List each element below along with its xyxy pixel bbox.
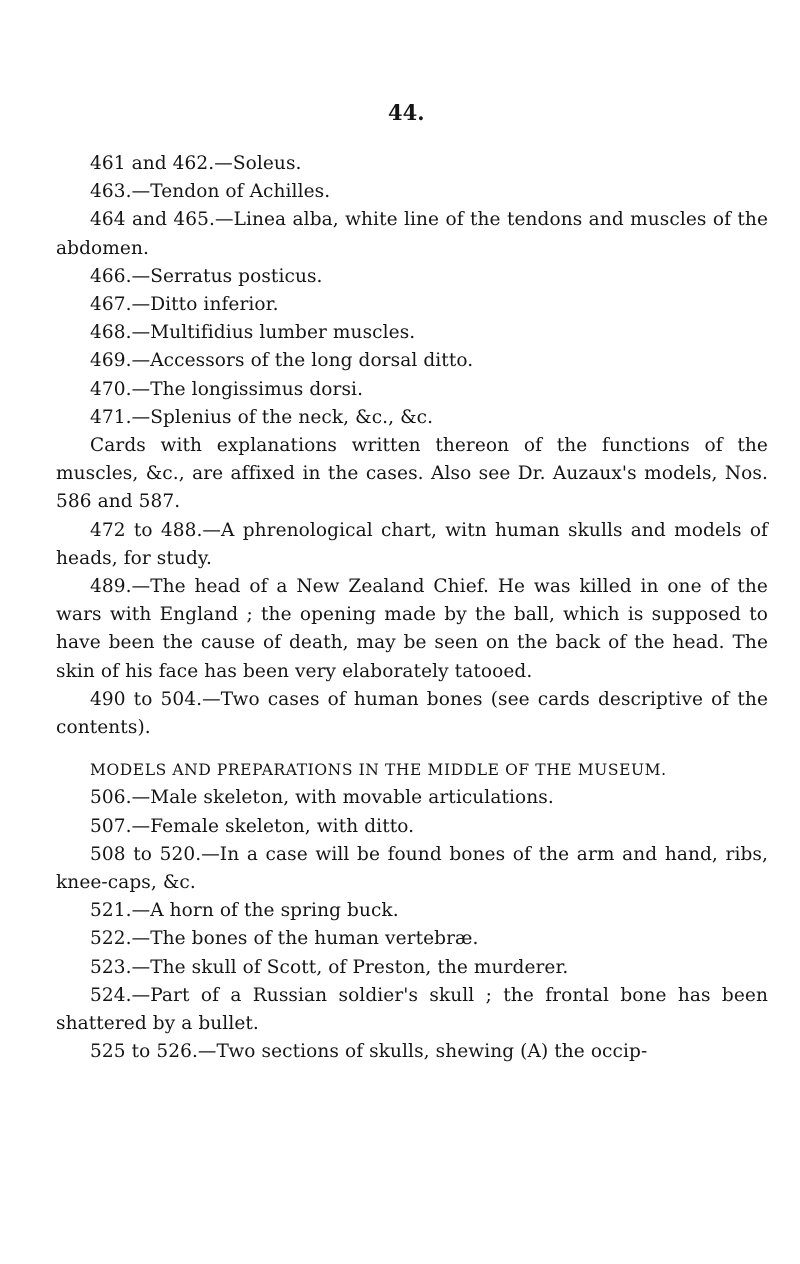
section-heading: MODELS AND PREPARATIONS IN THE MIDDLE OF THE MUSEUM. [90, 761, 667, 780]
catalogue-entry-461: 461 and 462.—Soleus. [90, 153, 302, 174]
catalogue-entry-507: 507.—Female skeleton, with ditto. [90, 815, 415, 837]
catalogue-entry-464: 464 and 465.—Linea alba, white line of the tendons and muscles of the abdomen. [56, 209, 768, 259]
catalogue-entry-467: 467.—Ditto inferior. [90, 294, 279, 316]
catalogue-entry-521: 521.—A horn of the spring buck. [90, 900, 399, 922]
catalogue-entry-469: 469.—Accessors of the long dorsal ditto. [90, 350, 474, 372]
page-number: 44. [388, 100, 425, 125]
catalogue-entry-463: 463.—Tendon of Achilles. [90, 181, 331, 203]
catalogue-entry-522: 522.—The bones of the human vertebræ. [90, 928, 479, 950]
catalogue-entry-466: 466.—Serratus posticus. [90, 265, 323, 287]
catalogue-entry-489: 489.—The head of a New Zealand Chief. He was killed in one of the wars with England ; the opening made by the ball, which is supposed to have been the cause of death, may be seen on the back of the head. The skin of his face has been very elaborately tatooed. [56, 576, 768, 682]
catalogue-entry-470: 470.—The longissimus dorsi. [90, 378, 364, 400]
catalogue-entry-524: 524.—Part of a Russian soldier's skull ; the frontal bone has been shattered by a bullet. [56, 984, 768, 1035]
catalogue-entry-525: 525 to 526.—Two sections of skulls, shewing (A) the occip- [90, 1041, 648, 1063]
catalogue-entry-508: 508 to 520.—In a case will be found bones of the arm and hand, ribs, knee-caps, &c. [56, 843, 768, 894]
catalogue-entry-471: 471.—Splenius of the neck, &c., &c. [90, 406, 434, 428]
catalogue-entry-468: 468.—Multifidius lumber muscles. [90, 322, 416, 344]
catalogue-entry-523: 523.—The skull of Scott, of Preston, the murderer. [90, 956, 569, 978]
catalogue-entry-506: 506.—Male skeleton, with movable articulations. [90, 787, 554, 809]
catalogue-entry-472: 472 to 488.—A phrenological chart, witn human skulls and models of heads, for study. [56, 519, 768, 569]
cards-note: Cards with explanations written thereon of the functions of the muscles, &c., are affixed in the cases. Also see Dr. Auzaux's models, Nos. 586 and 587. [56, 435, 768, 513]
catalogue-text [56, 150, 768, 1067]
catalogue-entry-490: 490 to 504.—Two cases of human bones (see cards descriptive of the contents). [56, 688, 768, 739]
